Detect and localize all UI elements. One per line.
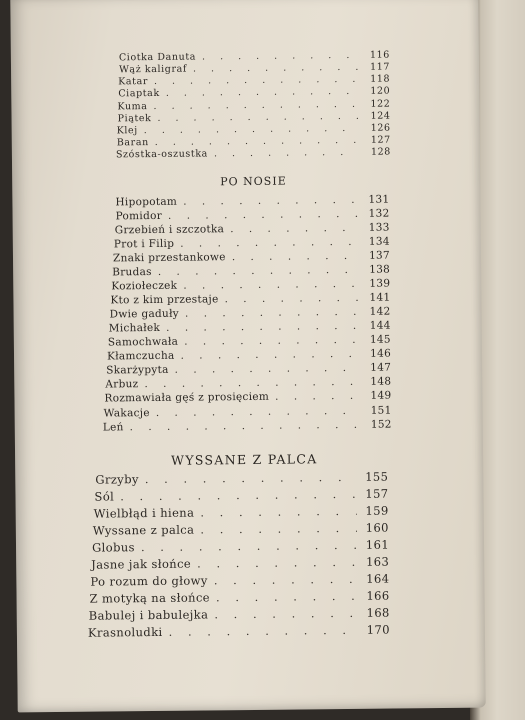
toc-entry xyxy=(115,194,389,209)
toc-entry-title: Wakacje xyxy=(103,407,150,420)
dot-leader xyxy=(197,555,357,571)
dot-leader xyxy=(214,147,359,160)
dot-leader xyxy=(214,606,358,622)
dot-leader xyxy=(144,123,359,136)
dot-leader xyxy=(184,334,359,348)
dot-leader xyxy=(225,292,359,305)
toc-entry-page: 152 xyxy=(370,418,392,431)
dot-leader xyxy=(216,589,358,604)
toc-entry-page: 139 xyxy=(369,277,391,290)
toc-entry-page: 116 xyxy=(369,49,390,61)
toc-entry-title: Prot i Filip xyxy=(113,237,175,251)
toc-entry xyxy=(112,264,390,279)
toc-entry-title: Grzyby xyxy=(95,472,139,487)
toc-entry-title: Globus xyxy=(91,540,135,555)
toc-entry xyxy=(104,404,392,419)
toc-entry-title: Kłamczucha xyxy=(106,349,175,363)
toc-entry-title: Po rozum do głowy xyxy=(90,573,208,589)
toc-entry-title: Jasne jak słońce xyxy=(91,556,192,572)
toc-entry xyxy=(114,236,390,251)
toc-entry xyxy=(89,606,390,623)
toc-entry-title: Wyssane z palca xyxy=(92,522,195,538)
dot-leader xyxy=(193,62,358,75)
toc-entry-title: Michałek xyxy=(108,321,161,335)
dot-leader xyxy=(154,74,358,87)
dot-leader xyxy=(200,521,357,537)
toc-entry-title: Kto z kim przestaje xyxy=(110,293,219,307)
toc-entry xyxy=(111,278,390,293)
toc-entry-title: Dwie gaduły xyxy=(109,307,180,321)
toc-entry-page: 124 xyxy=(370,110,391,122)
toc-entry-page: 144 xyxy=(369,319,391,332)
toc-entry xyxy=(109,320,391,335)
toc-entry xyxy=(103,418,392,433)
dot-leader xyxy=(230,222,358,235)
toc-entry xyxy=(118,85,390,99)
toc-entry-title: Skarżypyta xyxy=(106,363,169,377)
toc-entry-title: Znaki przestankowe xyxy=(112,251,226,265)
toc-entry-page: 164 xyxy=(366,571,390,586)
toc-entry-page: 160 xyxy=(365,520,389,535)
toc-entry-title: Hipopotam xyxy=(115,195,178,209)
dot-leader xyxy=(141,538,357,554)
toc-entry-title: Pomidor xyxy=(115,209,163,223)
toc-entry-title: Kuma xyxy=(117,101,148,113)
toc-entry-page: 133 xyxy=(368,221,390,234)
toc-entry xyxy=(90,572,389,589)
toc-entry-page: 157 xyxy=(365,486,389,501)
toc-entry-title: Baran xyxy=(116,137,149,149)
toc-entry-page: 126 xyxy=(370,122,391,134)
toc-entry-title: Wąż kaligraf xyxy=(118,63,188,76)
toc-entry-title: Sól xyxy=(94,489,115,504)
section-heading: WYSSANE Z PALCA xyxy=(171,451,318,468)
toc-entry-page: 122 xyxy=(370,98,391,110)
dot-leader xyxy=(214,572,358,588)
table-of-contents xyxy=(10,0,485,712)
toc-entry-page: 170 xyxy=(366,622,390,637)
dot-leader xyxy=(183,278,358,292)
toc-entry-page: 141 xyxy=(369,291,391,304)
dot-leader xyxy=(155,135,359,148)
toc-entry-title: Rozmawiała gęś z prosięciem xyxy=(104,390,270,405)
toc-entry xyxy=(110,292,390,307)
toc-entry xyxy=(94,487,388,504)
toc-entry xyxy=(108,334,391,349)
toc-entry-page: 159 xyxy=(365,503,389,518)
toc-entry-title: Koziołeczek xyxy=(111,279,178,293)
toc-entry xyxy=(116,146,391,160)
toc-entry xyxy=(106,362,391,377)
book-page xyxy=(10,0,485,712)
toc-entry-page: 145 xyxy=(369,333,391,346)
toc-entry-page: 131 xyxy=(368,193,390,206)
dot-leader xyxy=(145,470,357,486)
toc-entry-page: 118 xyxy=(370,73,391,85)
toc-entry-title: Z motyką na słońce xyxy=(89,590,211,606)
toc-entry xyxy=(116,208,390,223)
toc-entry xyxy=(113,250,390,265)
toc-entry xyxy=(93,521,389,538)
dot-leader xyxy=(166,320,359,334)
toc-entry-title: Babulej i babulejka xyxy=(88,607,209,623)
toc-entry-page: 149 xyxy=(370,389,392,402)
toc-entry-page: 166 xyxy=(366,588,390,603)
dot-leader xyxy=(185,306,359,320)
toc-entry-title: Leń xyxy=(102,421,124,434)
toc-entry-page: 127 xyxy=(370,134,391,146)
toc-entry xyxy=(91,555,389,572)
dot-leader xyxy=(183,194,357,208)
dot-leader xyxy=(158,264,358,278)
toc-entry-page: 146 xyxy=(370,347,392,360)
toc-entry-page: 142 xyxy=(369,305,391,318)
dot-leader xyxy=(275,390,359,403)
toc-entry-page: 151 xyxy=(370,404,392,417)
dot-leader xyxy=(175,362,360,376)
toc-entry xyxy=(94,504,389,521)
dot-leader xyxy=(144,376,359,390)
dot-leader xyxy=(200,504,356,520)
toc-entry-title: Ciotka Danuta xyxy=(118,51,197,64)
toc-entry-page: 161 xyxy=(365,537,390,552)
toc-entry-page: 134 xyxy=(368,235,390,248)
toc-entry-title: Wielbłąd i hiena xyxy=(93,505,195,521)
dot-leader xyxy=(130,419,360,433)
toc-entry-title: Klej xyxy=(116,125,138,137)
dot-leader xyxy=(157,111,358,124)
toc-entry-page: 147 xyxy=(370,361,392,374)
section-heading: PO NOSIE xyxy=(220,174,287,189)
toc-entry xyxy=(88,623,390,640)
toc-entry-page: 137 xyxy=(368,249,391,262)
toc-entry xyxy=(115,222,390,237)
dot-leader xyxy=(181,348,360,362)
dot-leader xyxy=(180,236,358,250)
dot-leader xyxy=(168,208,358,222)
dot-leader xyxy=(156,405,360,419)
toc-entry-page: 163 xyxy=(365,554,390,569)
toc-entry-page: 117 xyxy=(370,61,391,73)
toc-entry-page: 168 xyxy=(366,605,390,620)
toc-entry-title: Samochwała xyxy=(107,335,179,349)
toc-entry-title: Katar xyxy=(118,76,149,88)
toc-entry-page: 128 xyxy=(370,146,391,158)
toc-entry-page: 138 xyxy=(369,263,391,276)
toc-entry-title: Szóstka-oszustka xyxy=(115,148,208,161)
dot-leader xyxy=(166,86,359,99)
toc-entry-page: 155 xyxy=(365,469,389,484)
toc-entry xyxy=(104,390,391,405)
toc-entry xyxy=(110,306,391,321)
toc-entry-title: Piątek xyxy=(117,112,152,125)
toc-entry-title: Grzebień i szczotka xyxy=(114,223,225,237)
toc-entry xyxy=(92,538,389,555)
toc-entry xyxy=(105,376,391,391)
toc-entry xyxy=(90,589,390,606)
toc-entry xyxy=(95,470,388,487)
toc-entry-page: 148 xyxy=(370,375,392,388)
toc-entry-title: Arbuz xyxy=(105,378,139,391)
dot-leader xyxy=(232,250,358,263)
toc-entry-page: 120 xyxy=(370,85,391,97)
dot-leader xyxy=(153,99,358,112)
toc-entry-title: Ciaptak xyxy=(118,87,160,100)
toc-entry xyxy=(107,348,391,363)
toc-entry-title: Brudas xyxy=(112,266,152,279)
dot-leader xyxy=(202,50,358,63)
dot-leader xyxy=(169,623,358,639)
dot-leader xyxy=(120,487,356,503)
toc-entry-page: 132 xyxy=(368,207,390,220)
toc-entry-title: Krasnoludki xyxy=(87,624,163,640)
